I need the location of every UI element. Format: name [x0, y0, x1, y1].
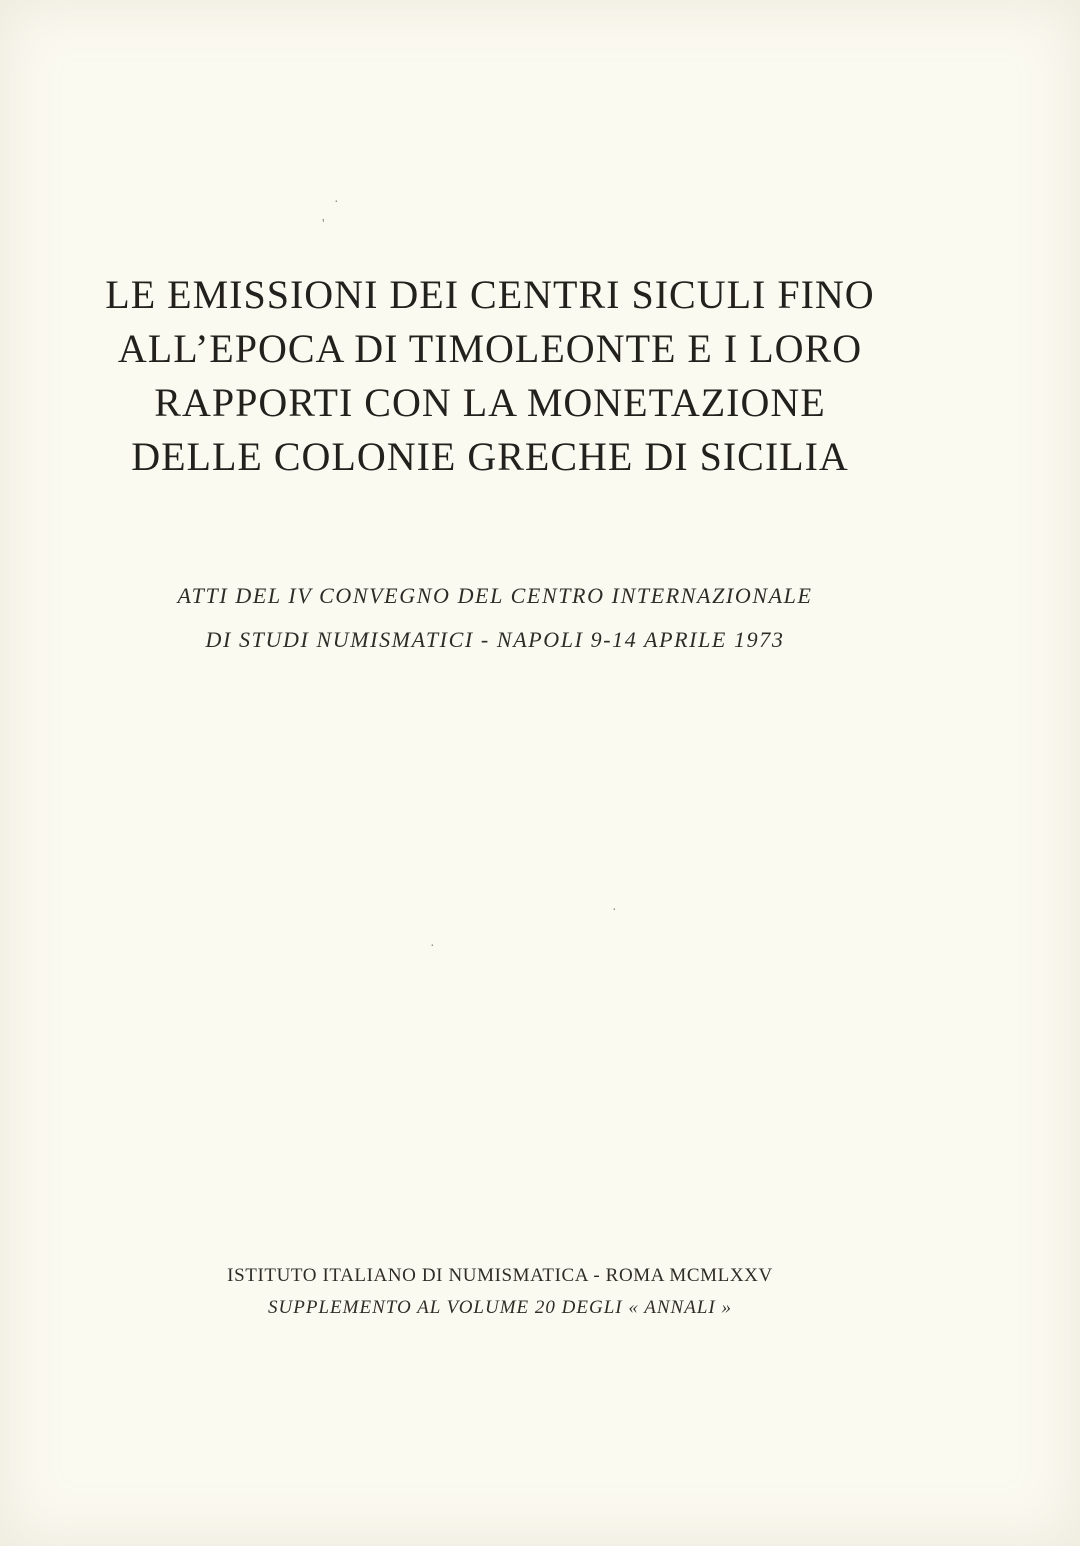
title-line-3: RAPPORTI CON LA MONETAZIONE [154, 380, 826, 425]
publisher-imprint [0, 1260, 1000, 1324]
paper-speck: · [430, 939, 435, 954]
title-line-4: DELLE COLONIE GRECHE DI SICILIA [131, 434, 849, 479]
book-title [0, 268, 980, 484]
book-subtitle [0, 574, 990, 662]
supplement-line: SUPPLEMENTO AL VOLUME 20 DEGLI « ANNALI » [268, 1297, 732, 1318]
publisher-line: ISTITUTO ITALIANO DI NUMISMATICA - ROMA MCMLXXV [227, 1265, 773, 1286]
subtitle-line-1: ATTI DEL IV CONVEGNO DEL CENTRO INTERNAZIONALE [177, 583, 813, 608]
paper-speck: · [612, 903, 617, 918]
paper-speck: ' [322, 217, 325, 232]
title-line-2: ALL’EPOCA DI TIMOLEONTE E I LORO [117, 326, 863, 371]
paper-speck: · [334, 195, 339, 210]
title-line-1: LE EMISSIONI DEI CENTRI SICULI FINO [105, 272, 875, 317]
subtitle-line-2: DI STUDI NUMISMATICI - NAPOLI 9-14 APRILE 1973 [205, 627, 785, 652]
